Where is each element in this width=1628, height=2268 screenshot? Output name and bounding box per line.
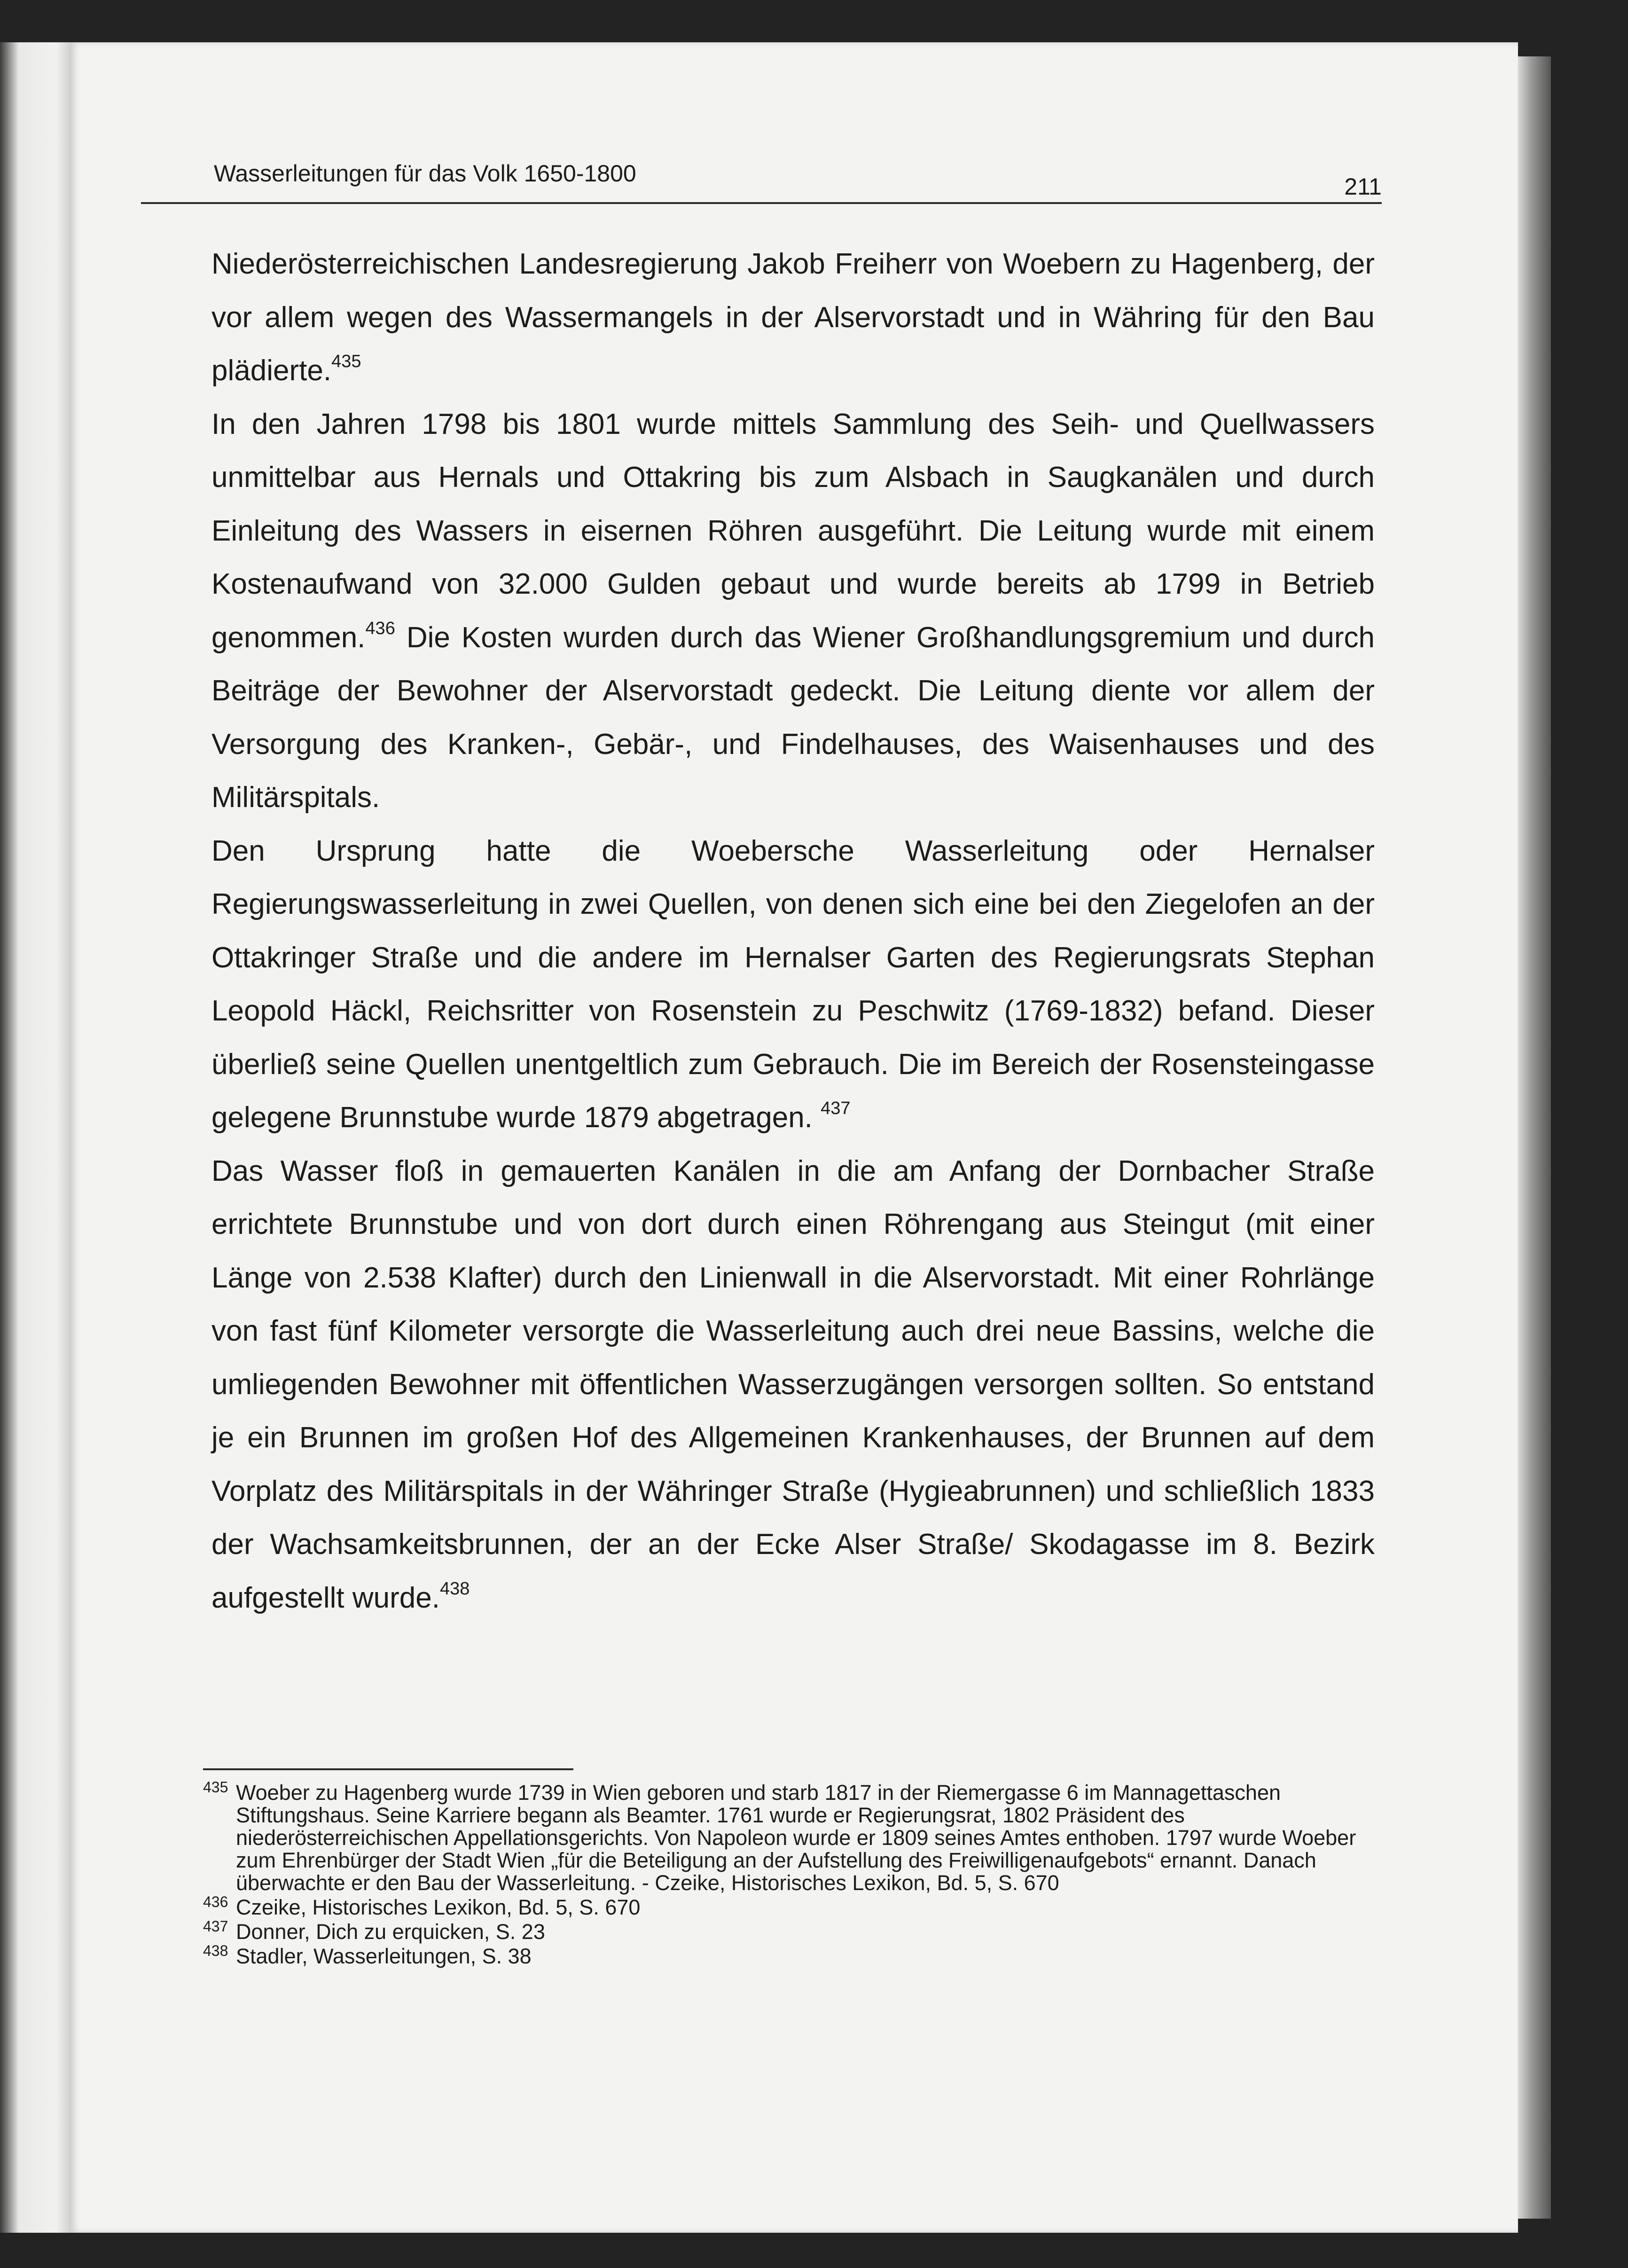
footnote (203, 1781, 1369, 1894)
footnote-number: 437 (203, 1918, 228, 1935)
paragraph-2 (211, 398, 1375, 824)
footnote (203, 1893, 1369, 1919)
footnotes (203, 1781, 1369, 1970)
footnote-number: 435 (203, 1779, 228, 1796)
header-title: Wasserleitungen für das Volk 1650-1800 (214, 160, 636, 187)
footnote-text: Woeber zu Hagenberg wurde 1739 in Wien geboren und starb 1817 in der Riemergasse 6 im Mannagettaschen Stiftungshaus. Seine Karriere begann als Beamter. 1761 wurde er Regierungsrat, 1802 Präsident des niederösterreichischen Appellationsgerichts. Von Napoleon wurde er 1809 seines Amtes enthoben. 1797 wurde Woeber zum Ehrenbürger der Stadt Wien „für die Beteiligung an der Aufstellung des Freiwilligenaufgebots“ ernannt. Danach überwachte er den Bau der Wasserleitung. - Czeike, Historisches Lexikon, Bd. 5, S. 670 (236, 1781, 1356, 1895)
footnote-ref: 435 (331, 352, 361, 371)
paragraph-text: In den Jahren 1798 bis 1801 wurde mittels Sammlung des Seih- und Quellwassers unmittelbar aus Hernals und Ottakring bis zum Alsbach in Saugkanälen und durch Einleitung des Wassers in eisernen Röhren ausgeführt. Die Leitung wurde mit einem Kostenaufwand von 32.000 Gulden gebaut und wurde bereits ab 1799 in Betrieb genommen. (211, 408, 1375, 654)
left-page-edge (0, 42, 70, 2233)
paragraph-text: Den Ursprung hatte die Woebersche Wasserleitung oder Hernalser Regierungswasserleitung in zwei Quellen, von denen sich eine bei den Ziegelofen an der Ottakringer Straße und die andere im Hernalser Garten des Regierungsrats Stephan Leopold Häckl, Reichsritter von Rosenstein zu Peschwitz (1769-1832) befand. Dieser überließ seine Quellen unentgeltlich zum Gebrauch. Die im Bereich der Rosensteingasse gelegene Brunnstube wurde 1879 abgetragen. (211, 834, 1375, 1134)
footnote-separator (203, 1768, 573, 1770)
footnote-ref: 437 (821, 1099, 851, 1118)
footnote-ref: 436 (365, 618, 395, 638)
paragraph-text: Niederösterreichischen Landesregierung Jakob Freiherr von Woebern zu Hagenberg, der vor allem wegen des Wassermangels in der Alservorstadt und in Währing für den Bau plädierte. (211, 248, 1375, 387)
page-number: 211 (1344, 173, 1382, 200)
paragraph-text: Das Wasser floß in gemauerten Kanälen in die am Anfang der Dornbacher Straße errichtete Brunnstube und von dort durch einen Röhrengang aus Steingut (mit einer Länge von 2.538 Klafter) durch den Linienwall in die Alservorstadt. Mit einer Rohrlänge von fast fünf Kilometer versorgte die Wasserleitung auch drei neue Bassins, welche die umliegenden Bewohner mit öffentlichen Wasserzugängen versorgen sollten. So entstand je ein Brunnen im großen Hof des Allgemeinen Krankenhauses, der Brunnen auf dem Vorplatz des Militärspitals in der Währinger Straße (Hygieabrunnen) und schließlich 1833 der Wachsamkeitsbrunnen, der an der Ecke Alser Straße/ Skodagasse im 8. Bezirk aufgestellt wurde. (211, 1154, 1375, 1614)
footnote (203, 1942, 1369, 1968)
paragraph-1 (211, 237, 1375, 398)
footnote-number: 438 (203, 1942, 228, 1959)
footnote-ref: 438 (439, 1578, 470, 1599)
paragraph-text: Die Kosten wurden durch das Wiener Großhandlungsgremium und durch Beiträge der Bewohner der Alservorstadt gedeckt. Die Leitung diente vor allem der Versorgung des Kranken-, Gebär-, und Findelhauses, des Waisenhauses und des Militärspitals. (211, 621, 1375, 814)
paragraph-4 (211, 1145, 1375, 1625)
body-text (211, 237, 1375, 1624)
footnote-text: Czeike, Historisches Lexikon, Bd. 5, S. 670 (236, 1895, 641, 1919)
page-edge-shadow (1518, 56, 1551, 2219)
footnote (203, 1918, 1369, 1944)
paragraph-3 (211, 824, 1375, 1145)
footnote-text: Stadler, Wasserleitungen, S. 38 (236, 1944, 532, 1968)
footnote-number: 436 (203, 1893, 228, 1910)
running-header (141, 155, 1382, 204)
footnote-text: Donner, Dich zu erquicken, S. 23 (236, 1920, 545, 1944)
